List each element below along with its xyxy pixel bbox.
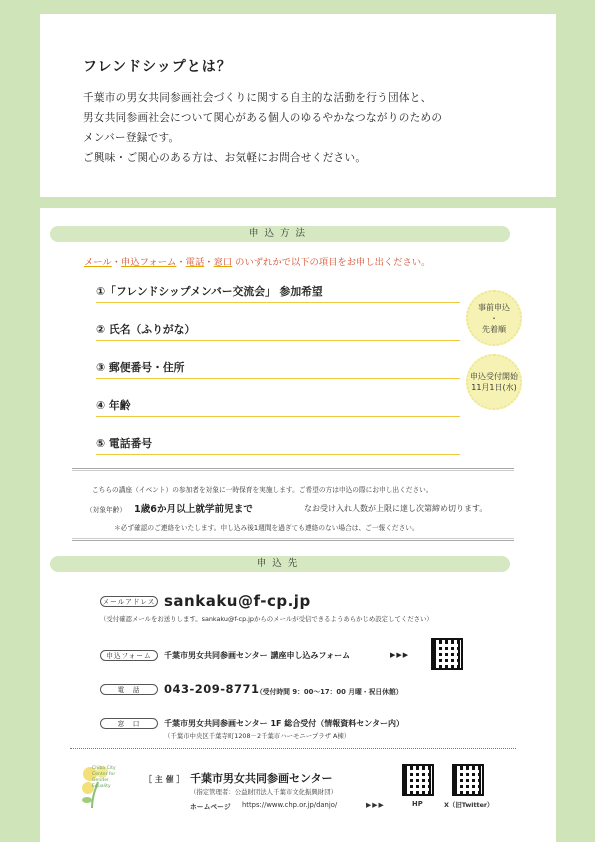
- manager-note: （指定管理者：公益財団法人千葉市文化振興財団）: [190, 788, 337, 796]
- divider: [72, 540, 514, 541]
- window-address: （千葉市中央区千葉寺町1208－2千葉市ハーモニープラザ A棟）: [164, 732, 351, 740]
- divider: [72, 470, 514, 471]
- form-link[interactable]: 千葉市男女共同参画センター 講座申し込みフォーム: [164, 651, 351, 660]
- application-methods: [84, 254, 430, 268]
- homepage-url[interactable]: https://www.chp.or.jp/danjo/: [242, 801, 338, 809]
- intro-card: [40, 14, 556, 197]
- method-form: 申込フォーム: [121, 257, 177, 268]
- badge-line: 先着順: [482, 325, 506, 334]
- phone-number[interactable]: 043-209-8771: [164, 682, 260, 696]
- method-separator: ・: [176, 257, 186, 268]
- divider: [72, 468, 514, 469]
- badge-application-start: [466, 354, 522, 410]
- required-item: ④ 年齢: [96, 398, 460, 417]
- method-email: メール: [84, 257, 112, 268]
- contact-heading: 申込先: [50, 556, 510, 572]
- logo-text-line: Chiba City: [92, 766, 116, 771]
- twitter-qr-code[interactable]: [452, 764, 484, 796]
- form-qr-code[interactable]: [431, 638, 463, 670]
- logo-text-line: Gender: [92, 778, 109, 783]
- intro-line: 男女共同参画社会について関心がある個人のゆるやかなつながりのための: [83, 112, 443, 124]
- methods-suffix: のいずれかで以下の項目をお申し出ください。: [232, 257, 431, 268]
- form-arrows: ▶▶▶: [390, 651, 410, 659]
- hp-qr-label: HP: [412, 800, 423, 808]
- form-label: 申込フォーム: [100, 650, 158, 661]
- badge-line: 事前申込: [478, 303, 510, 312]
- intro-line: ご興味・ご関心のある方は、お気軽にお問合せください。: [83, 152, 367, 164]
- method-separator: ・: [204, 257, 214, 268]
- method-separator: ・: [111, 257, 122, 268]
- required-item: ①「フレンドシップメンバー交流会」 参加希望: [96, 284, 460, 303]
- method-phone: 電話: [185, 257, 205, 268]
- logo-text: [92, 766, 116, 790]
- badge-line: 申込受付開始: [470, 372, 518, 381]
- intro-title: フレンドシップとは？: [83, 59, 232, 75]
- required-item: ⑤ 電話番号: [96, 436, 460, 455]
- homepage-label: ホームページ: [190, 803, 231, 811]
- window-label: 窓 口: [100, 718, 158, 729]
- method-window: 窓口: [213, 257, 233, 268]
- badge-advance-booking: [466, 290, 522, 346]
- intro-line: 千葉市の男女共同参画社会づくりに関する自主的な活動を行う団体と、: [83, 92, 432, 104]
- divider: [72, 538, 514, 539]
- badge-line: ・: [490, 314, 498, 323]
- x-qr-label: X（旧Twitter）: [444, 801, 494, 809]
- main-card: [40, 208, 556, 842]
- window-text: 千葉市男女共同参画センター 1F 総合受付（情報資料センター内）: [164, 719, 404, 728]
- homepage-qr-code[interactable]: [402, 764, 434, 796]
- host-label: ［ 主 催 ］: [144, 775, 185, 784]
- target-age: 1歳6か月以上就学前児まで: [134, 504, 253, 515]
- host-name: 千葉市男女共同参画センター: [190, 772, 333, 785]
- email-note: （受付確認メールをお送りします。sankaku@f-cp.jpからのメールが受信できるようあらかじめ設定してください）: [100, 615, 433, 623]
- homepage-arrows: ▶▶▶: [366, 801, 385, 809]
- badge-line: 11月1日(水): [471, 383, 517, 392]
- divider: [70, 748, 516, 749]
- application-heading: 申込方法: [50, 226, 510, 242]
- required-item: ③ 郵便番号・住所: [96, 360, 460, 379]
- capacity-note: なお受け入れ人数が上限に達し次第締め切ります。: [304, 504, 488, 513]
- phone-label: 電 話: [100, 684, 158, 695]
- intro-line: メンバー登録です。: [83, 132, 180, 144]
- logo-text-line: Center for: [92, 772, 116, 777]
- required-item: ② 氏名（ふりがな）: [96, 322, 460, 341]
- target-age-label: （対象年齢）: [86, 506, 127, 514]
- childcare-note: こちらの講座（イベント）の参加者を対象に一時保育を実施します。ご希望の方は申込の際にお申し出ください。: [92, 486, 433, 494]
- email-address[interactable]: sankaku@f-cp.jp: [164, 592, 311, 610]
- phone-hours: （受付時間 9：00～17：00 月曜・祝日休館）: [256, 688, 403, 696]
- email-label: メールアドレス: [100, 596, 158, 607]
- logo-text-line: Equality: [92, 784, 111, 789]
- contact-note: ＊必ず確認のご連絡をいたします。申し込み後1週間を過ぎても連絡のない場合は、ご一報ください。: [114, 524, 419, 532]
